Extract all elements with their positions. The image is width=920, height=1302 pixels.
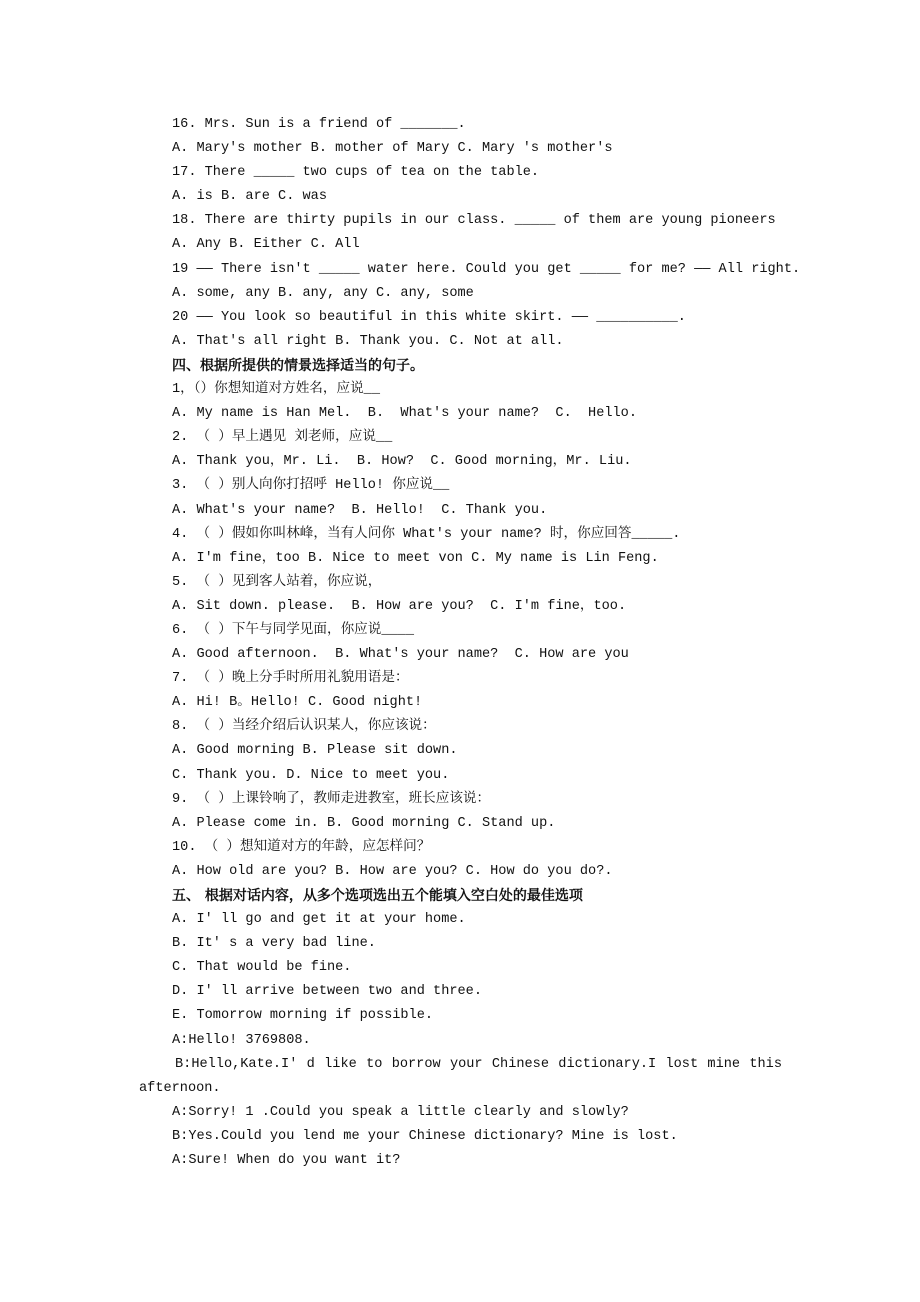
options-line: C. Thank you. D. Nice to meet you.: [172, 767, 450, 783]
options-line: A. Sit down. please. B. How are you? C. I'm fine，too.: [172, 598, 627, 614]
question-line: 19 —— There isn't _____ water here. Could you get _____ for me? —— All right.: [172, 261, 801, 277]
options-line: A. Please come in. B. Good morning C. Stand up.: [172, 815, 556, 831]
question-line: 8. （ ）当经介绍后认识某人，你应该说：: [172, 719, 436, 735]
options-line: A. How old are you? B. How are you? C. How do you do?.: [172, 863, 613, 879]
options-line: A. some, any B. any, any C. any, some: [172, 285, 474, 301]
question-line: 6. （ ）下午与同学见面，你应说____: [172, 622, 414, 638]
part5-section: [139, 884, 782, 1173]
dialogue-line: A:Sure! When do you want it?: [172, 1153, 401, 1169]
question-line: 7. （ ）晚上分手时所用礼貌用语是：: [172, 671, 409, 687]
part4-section: [172, 354, 782, 884]
question-line: 2. （ ）早上遇见 刘老师，应说__: [172, 430, 393, 446]
question-line: 9. （ ）上课铃响了，教师走进教室，班长应该说：: [172, 791, 491, 807]
options-line: A. That's all right B. Thank you. C. Not at all.: [172, 333, 564, 349]
question-line: 20 —— You look so beautiful in this white skirt. —— __________.: [172, 309, 686, 325]
options-line: A. Good morning B. Please sit down.: [172, 743, 458, 759]
option-line: C. That would be fine.: [172, 960, 352, 976]
section-heading: 四、根据所提供的情景选择适当的句子。: [172, 357, 424, 374]
question-line: 16. Mrs. Sun is a friend of _______.: [172, 117, 466, 132]
option-line: D. I' ll arrive between two and three.: [172, 984, 482, 1000]
question-line: 18. There are thirty pupils in our class. _____ of them are young pioneers: [172, 213, 776, 229]
section-heading: 五、 根据对话内容，从多个选项选出五个能填入空白处的最佳选项: [172, 888, 583, 904]
question-line: 3. （ ）别人向你打招呼 Hello! 你应说__: [172, 478, 450, 494]
options-line: A. is B. are C. was: [172, 189, 327, 205]
question-line: 17. There _____ two cups of tea on the table.: [172, 165, 540, 181]
options-line: A. Good afternoon. B. What's your name? C. How are you: [172, 647, 629, 663]
options-line: A. What's your name? B. Hello! C. Thank you.: [172, 502, 548, 518]
dialogue-line-continuation: afternoon.: [139, 1080, 221, 1096]
options-line: A. Mary's mother B. mother of Mary C. Mary 's mother's: [172, 141, 613, 157]
options-line: A. I'm fine，too B. Nice to meet von C. My name is Lin Feng.: [172, 550, 659, 566]
question-line: 10. （ ）想知道对方的年龄，应怎样问？: [172, 839, 431, 855]
options-line: A. Any B. Either C. All: [172, 237, 360, 253]
question-line: 5. （ ）见到客人站着，你应说，: [172, 574, 382, 590]
dialogue-line: A:Hello! 3769808.: [172, 1032, 311, 1048]
dialogue-line: B:Yes.Could you lend me your Chinese dictionary? Mine is lost.: [172, 1128, 678, 1144]
question-line: 4. （ ）假如你叫林峰，当有人问你 What's your name? 时，你应回答_____.: [172, 526, 681, 542]
dialogue-line: A:Sorry! 1 .Could you speak a little clearly and slowly?: [172, 1104, 629, 1120]
document-page: [139, 113, 801, 1173]
options-line: A. My name is Han Mel. B. What's your name? C. Hello.: [172, 406, 637, 422]
options-line: A. Thank you，Mr. Li. B. How? C. Good morning，Mr. Liu.: [172, 454, 632, 470]
option-line: A. I' ll go and get it at your home.: [172, 912, 466, 928]
dialogue-line: B:Hello,Kate.I' d like to borrow your Chinese dictionary.I lost mine this: [175, 1056, 782, 1072]
option-line: E. Tomorrow morning if possible.: [172, 1008, 434, 1024]
options-line: A. Hi! B。Hello! C. Good night!: [172, 695, 423, 711]
option-line: B. It' s a very bad line.: [172, 936, 376, 952]
question-line: 1，（）你想知道对方姓名，应说__: [172, 382, 380, 398]
part3-questions: [172, 113, 801, 354]
